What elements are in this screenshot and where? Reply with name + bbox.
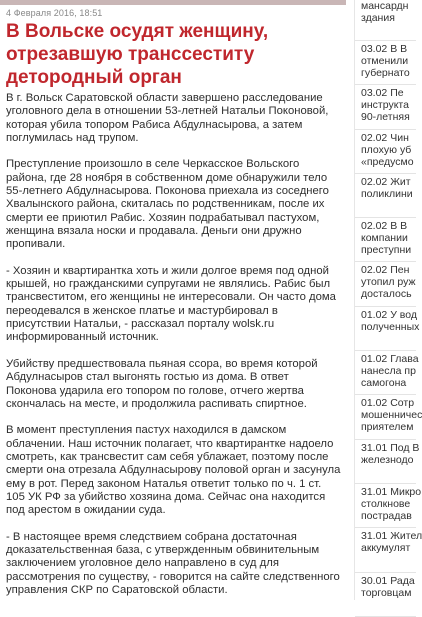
news-sidebar	[354, 0, 422, 600]
sidebar-news-item[interactable]	[355, 262, 416, 306]
sidebar-news-item[interactable]	[355, 41, 416, 85]
news-headline[interactable]: столкнове	[361, 497, 411, 510]
news-headline[interactable]: Чин	[390, 131, 409, 144]
news-headline[interactable]: утопил руж	[361, 276, 416, 289]
news-headline[interactable]: приятелем	[361, 421, 414, 434]
news-date: 30.01	[361, 574, 391, 587]
sidebar-news-item[interactable]	[355, 218, 416, 262]
news-headline[interactable]: В В	[390, 43, 408, 55]
article-paragraph: Убийству предшествовала пьяная ссора, во время которой Абдулнасыров стал выгонять гостью из дома. В ответ Поконова ударила его топором по голове, отчего жертва скончалась на месте, и продолжила распивать спиртное.	[6, 357, 318, 410]
news-date: 31.01	[361, 530, 391, 543]
news-headline[interactable]: Микро	[390, 485, 422, 498]
sidebar-news-item[interactable]	[355, 0, 416, 41]
news-date: 31.01	[361, 485, 391, 498]
news-headline[interactable]: аккумулят	[361, 542, 411, 555]
news-headline[interactable]: поликлини	[361, 187, 413, 200]
news-headline[interactable]: Под В	[390, 441, 420, 454]
sidebar-news-item[interactable]	[355, 307, 420, 351]
sidebar-news-item[interactable]	[355, 573, 416, 617]
news-headline[interactable]: отменили	[361, 55, 409, 67]
news-headline[interactable]: Жител	[390, 530, 422, 543]
sidebar-news-item[interactable]	[355, 528, 422, 572]
news-date: 01.02	[361, 397, 391, 410]
news-headline[interactable]: Пен	[390, 264, 410, 277]
article-paragraph: - В настоящее время следствием собрана достаточная доказательственная база, с утвержденным обвинительным заключением уголовное дело направлено в суд для рассмотрения по существу, - говорится на сайте следственного управления СКР по Саратовской области.	[6, 530, 340, 596]
news-headline[interactable]: У вод	[390, 308, 417, 321]
article-paragraph: - Хозяин и квартирантка хоть и жили долгое время под одной крышей, но гражданскими супругами не являлись. Рабис был трансвеститом, его женщины не интересовали. Он часто дома переодевался в женское платье и мастурбировал в присутствии Натальи, - рассказал порталу wolsk.ru информированный источник.	[6, 264, 336, 344]
news-date: 03.02	[361, 87, 391, 100]
news-headline[interactable]: мансардн	[361, 0, 409, 12]
news-date: 02.02	[361, 175, 391, 188]
news-headline[interactable]: «предусмо	[361, 155, 414, 168]
news-date: 01.02	[361, 308, 391, 321]
news-headline[interactable]: Рада	[390, 574, 415, 587]
article-title: В Вольске осудят женщину, отрезавшую транссеститу детородный орган	[6, 21, 269, 88]
news-headline[interactable]: Глава	[390, 353, 419, 366]
news-headline[interactable]: полученных	[361, 320, 420, 333]
news-headline[interactable]: инструкта	[361, 99, 409, 112]
news-headline[interactable]: Сотр	[390, 397, 415, 410]
sidebar-news-item[interactable]	[355, 351, 419, 395]
sidebar-news-item[interactable]	[355, 85, 416, 129]
news-date: 01.02	[361, 353, 391, 366]
news-date: 31.01	[361, 441, 391, 454]
news-headline[interactable]: нанесла пр	[361, 365, 416, 378]
article-date: 4 Февраля 2016, 18:51	[6, 8, 103, 18]
article-paragraph: В момент преступления пастух находился в дамском облачении. Наш источник полагает, что квартирантке надоело смотреть, как трансвестит сам себя ублажает, поэтому после смерти она отрезала Абдулнасырову половой орган и засунула ему в рот. Перед законом Наталья ответит только по ч. 1 ст. 105 УК РФ за убийство хозяина дома. Сейчас она находится под арестом в ожидании суда.	[6, 424, 341, 517]
news-date: 02.02	[361, 264, 391, 277]
news-headline[interactable]: преступни	[361, 244, 412, 257]
news-headline[interactable]: здания	[361, 12, 395, 24]
news-headline[interactable]: мошенничес	[361, 409, 422, 422]
news-headline[interactable]: пострадав	[361, 509, 412, 522]
article-body	[6, 92, 341, 611]
news-headline[interactable]: губернато	[361, 67, 410, 79]
sidebar-news-item[interactable]	[355, 130, 416, 174]
article-paragraph: Преступление произошло в селе Черкасское Вольского района, где 28 ноября в собственном доме обнаружили тело 55-летнего Абдулнасырова. Поконова приехала из соседнего Хвалынского района, скиталась по родственникам, после их смерти ее приютил Рабис. Хозяин подрабатывал пастухом, женщина вязала носки и продавала. Деньги они дружно пропивали.	[6, 158, 329, 251]
news-headline[interactable]: Пе	[390, 87, 404, 100]
news-headline[interactable]: Жит	[390, 175, 411, 188]
sidebar-news-item[interactable]	[355, 484, 422, 528]
news-date: 02.02	[361, 220, 391, 233]
article-paragraph: В г. Вольск Саратовской области завершено расследование уголовного дела в отношении 53-летней Натальи Поконовой, которая убила топором Рабиса Абдулнасырова, а затем поглумилась над трупом.	[6, 92, 329, 144]
news-headline[interactable]: 90-летняя	[361, 111, 410, 124]
news-headline[interactable]: досталось	[361, 288, 412, 301]
news-date: 03.02	[361, 43, 391, 55]
news-headline[interactable]: железнодо	[361, 453, 414, 466]
news-headline[interactable]: В В	[390, 220, 408, 233]
news-date: 02.02	[361, 131, 391, 144]
sidebar-news-item[interactable]	[355, 395, 422, 439]
news-headline[interactable]: компании	[361, 232, 408, 245]
news-headline[interactable]: плохую уб	[361, 143, 412, 156]
news-headline[interactable]: самогона	[361, 377, 407, 390]
news-headline[interactable]: торговцам	[361, 586, 412, 599]
sidebar-news-item[interactable]	[355, 440, 420, 484]
sidebar-news-item[interactable]	[355, 174, 416, 218]
